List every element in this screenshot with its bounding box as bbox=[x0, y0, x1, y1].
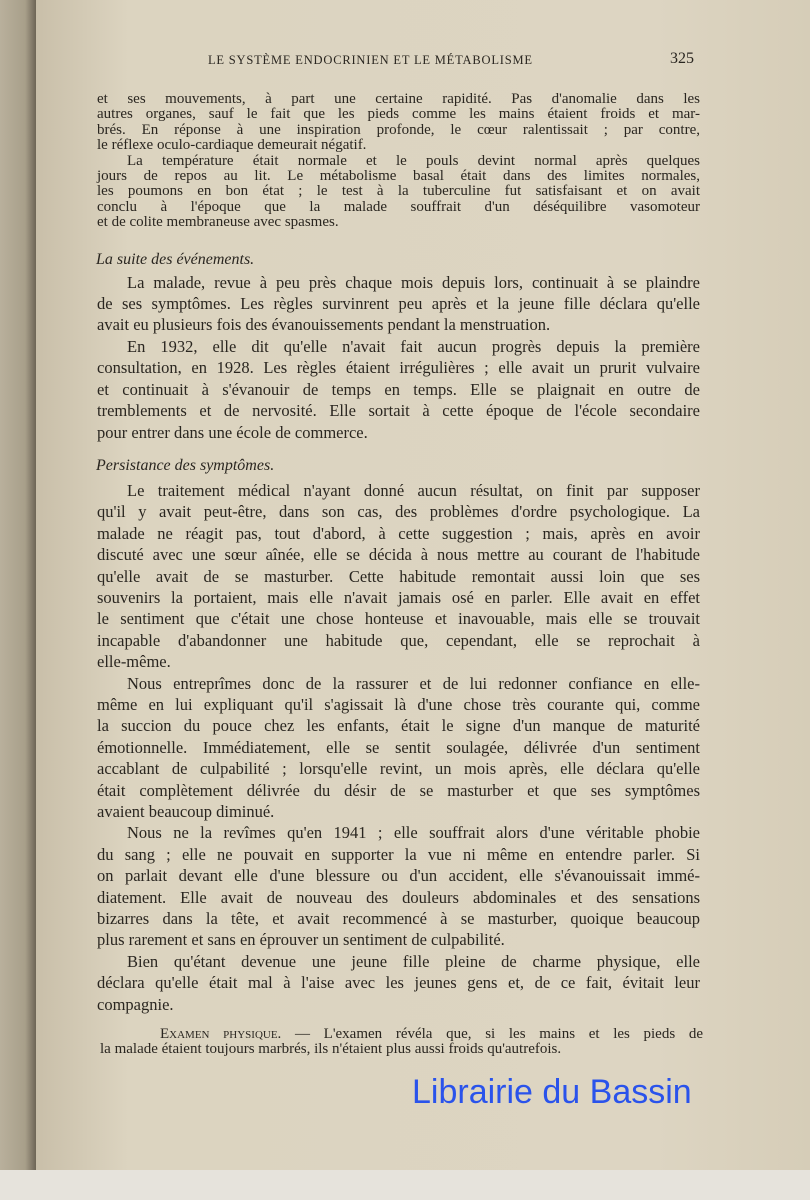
paragraph-3 bbox=[97, 272, 700, 336]
text-line: conclu à l'époque que la malade souffrait d'un déséquilibre vasomoteur bbox=[97, 198, 700, 215]
text-line: la succion du pouce chez les enfants, était le signe d'un manque de maturité bbox=[97, 716, 700, 736]
running-header: LE SYSTÈME ENDOCRINIEN ET LE MÉTABOLISME bbox=[208, 53, 533, 67]
text-line: jours de repos au lit. Le métabolisme basal était dans des limites normales, bbox=[97, 168, 700, 185]
text-line: bizarres dans la tête, et avait recommencé à se masturber, quoique beaucoup bbox=[97, 909, 700, 929]
section-heading-persistance: Persistance des symptômes. bbox=[96, 456, 275, 474]
text-line: plus rarement et sans en éprouver un sentiment de culpabilité. bbox=[97, 930, 505, 950]
paragraph-1 bbox=[97, 92, 700, 154]
watermark: Librairie du Bassin bbox=[412, 1073, 692, 1111]
examen-lead: Examen physique. bbox=[160, 1026, 282, 1043]
text-line: souvenirs la portaient, mais elle n'avait jamais osé en parler. Elle avait en effet bbox=[97, 587, 700, 607]
text-line: le sentiment que c'était une chose honteuse et inavouable, mais elle se trouvait bbox=[97, 609, 700, 629]
text-line: le réflexe oculo-cardiaque demeurait négatif. bbox=[97, 137, 367, 154]
text-line: qu'il y avait peut-être, dans son cas, des problèmes d'ordre psychologique. La bbox=[97, 502, 700, 522]
previous-page-edge bbox=[0, 0, 36, 1200]
text-line: En 1932, elle dit qu'elle n'avait fait aucun progrès depuis la première bbox=[127, 336, 700, 356]
paragraph-8 bbox=[97, 951, 700, 1015]
text-line: de ses symptômes. Les règles survinrent peu après et la jeune fille déclara qu'elle bbox=[97, 294, 700, 314]
text-line: pour entrer dans une école de commerce. bbox=[97, 422, 368, 442]
page-number: 325 bbox=[670, 50, 694, 67]
paragraph-5 bbox=[97, 480, 700, 673]
background-surface bbox=[0, 1170, 810, 1200]
text-line: diatement. Elle avait de nouveau des douleurs abdominales et des sensations bbox=[97, 887, 700, 907]
text-line: incapable d'abandonner une habitude que, cependant, elle se reprochait à bbox=[97, 630, 700, 650]
text-line: même en lui expliquant qu'il s'agissait là d'une chose très courante qui, comme bbox=[97, 694, 700, 714]
text-line: compagnie. bbox=[97, 994, 174, 1014]
text-line: malade ne réagit pas, tout d'abord, à cette suggestion ; mais, après en avoir bbox=[97, 523, 700, 543]
text-line: Nous entreprîmes donc de la rassurer et de lui redonner confiance en elle- bbox=[127, 673, 700, 693]
text-line: La malade, revue à peu près chaque mois depuis lors, continuait à se plaindre bbox=[127, 272, 700, 292]
text-line: brés. En réponse à une inspiration profonde, le cœur ralentissait ; par contre, bbox=[97, 121, 700, 138]
text-line: était complètement délivrée du désir de se masturber et que ses symptômes bbox=[97, 780, 700, 800]
paragraph-4 bbox=[97, 336, 700, 443]
text-line: Bien qu'étant devenue une jeune fille pleine de charme physique, elle bbox=[127, 951, 700, 971]
text-line: Le traitement médical n'ayant donné aucun résultat, on finit par supposer bbox=[127, 480, 700, 500]
paragraph-7 bbox=[97, 822, 700, 950]
text-line: discuté avec une sœur aînée, elle se décida à nous mettre au courant de l'habitude bbox=[97, 545, 700, 565]
text-line: autres organes, sauf le fait que les pieds comme les mains étaient froids et mar- bbox=[97, 106, 700, 123]
text-line: avait eu plusieurs fois des évanouissements pendant la menstruation. bbox=[97, 315, 551, 335]
text-line: et ses mouvements, à part une certaine rapidité. Pas d'anomalie dans les bbox=[97, 91, 700, 107]
text-line: déclara qu'elle était mal à l'aise avec les jeunes gens et, de ce fait, évitait leur bbox=[97, 973, 700, 993]
text-line: accablant de culpabilité ; lorsqu'elle revint, un mois après, elle déclara qu'elle bbox=[97, 759, 700, 779]
text-line: Nous ne la revîmes qu'en 1941 ; elle souffrait alors d'une véritable phobie bbox=[127, 823, 700, 843]
text-line: elle-même. bbox=[97, 652, 171, 672]
text-line: les poumons en bon état ; le test à la tuberculine fut satisfaisant et on avait bbox=[97, 183, 700, 200]
text-line: on parlait devant elle d'une blessure ou d'un accident, elle s'évanouissait immé- bbox=[97, 866, 700, 886]
text-line: tremblements et de nervosité. Elle sortait à cette époque de l'école secondaire bbox=[97, 401, 700, 421]
text-line: La température était normale et le pouls devint normal après quelques bbox=[127, 152, 700, 169]
paragraph-6 bbox=[97, 673, 700, 823]
paragraph-2 bbox=[97, 154, 700, 231]
text-line: avaient beaucoup diminué. bbox=[97, 802, 275, 821]
text-line: du sang ; elle ne pouvait en supporter la vue ni même en entendre parler. Si bbox=[97, 844, 700, 864]
text-line: et continuait à s'évanouir de temps en temps. Elle se plaignait en outre de bbox=[97, 379, 700, 399]
paragraph-examen: Examen physique. — L'examen révéla que, si les mains et les pieds de la malade étaient toujours marbrés, ils n'étaient plus aussi froids qu'autrefois. bbox=[100, 1026, 704, 1058]
page-body bbox=[96, 91, 704, 1058]
section-heading-suite: La suite des événements. bbox=[96, 250, 255, 268]
text-line: consultation, en 1928. Les règles étaient irrégulières ; elle avait un prurit vulvaire bbox=[97, 358, 700, 378]
text-line: émotionnelle. Immédiatement, elle se sentit soulagée, délivrée d'un sentiment bbox=[97, 737, 700, 757]
text-line: qu'elle avait de se masturber. Cette habitude remontait aussi loin que ses bbox=[97, 566, 700, 586]
text-line: et de colite membraneuse avec spasmes. bbox=[97, 214, 339, 231]
